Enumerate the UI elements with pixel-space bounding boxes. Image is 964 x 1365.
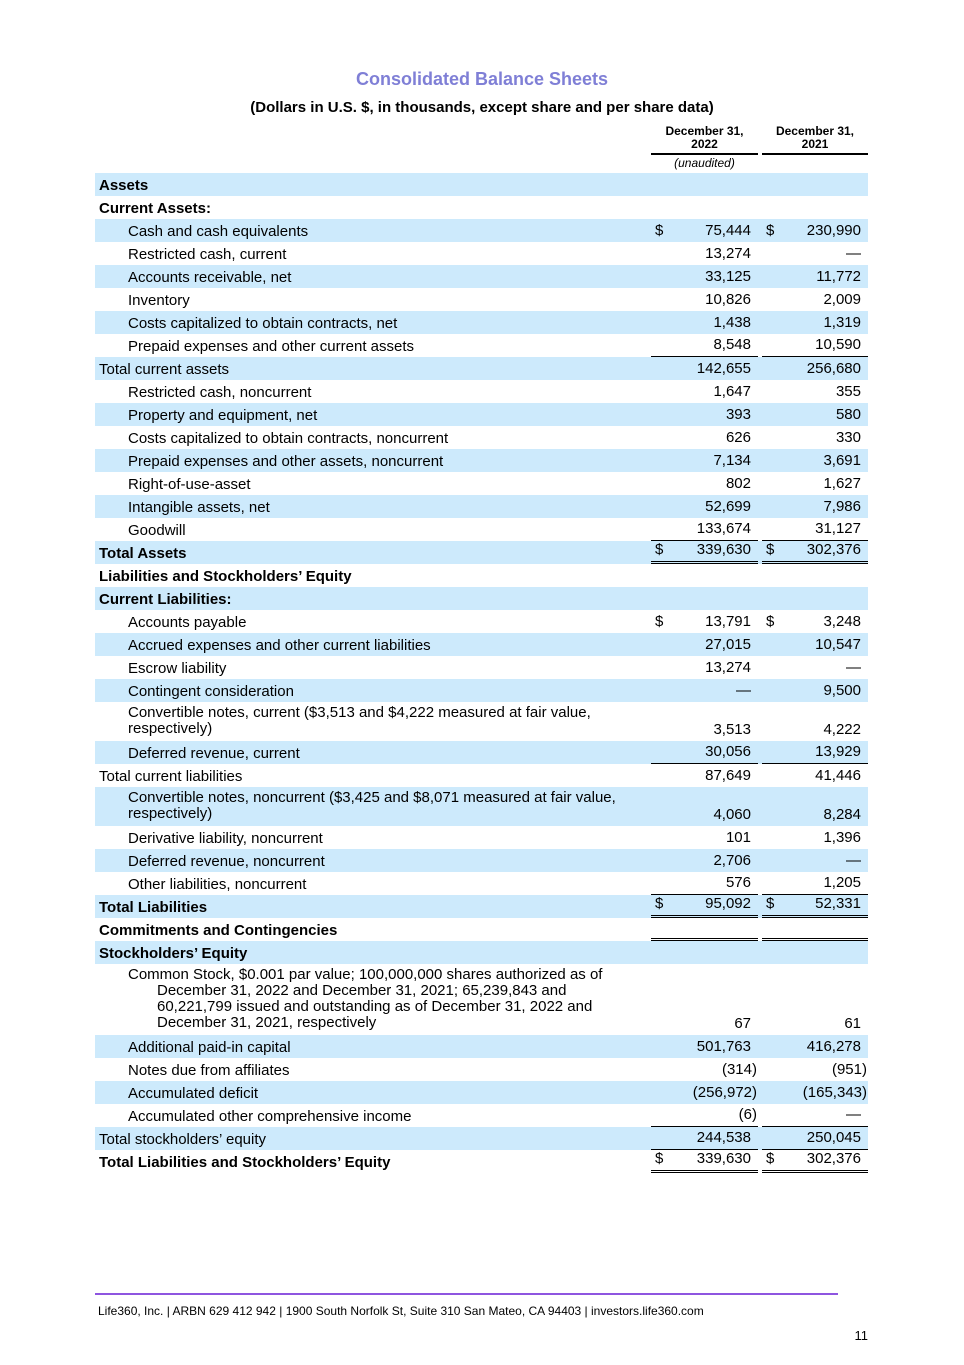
value-2021: 11,772 bbox=[816, 268, 861, 285]
value-2021: 7,986 bbox=[823, 498, 861, 515]
table-row bbox=[95, 242, 868, 265]
table-row bbox=[95, 787, 868, 826]
dollar-sign: $ bbox=[766, 895, 775, 912]
dollar-sign: $ bbox=[655, 1150, 664, 1167]
row-label: Prepaid expenses and other current assets bbox=[128, 338, 415, 355]
value-2021: (951) bbox=[831, 1061, 867, 1078]
value-2021: 1,396 bbox=[823, 829, 861, 846]
dollar-sign: $ bbox=[766, 222, 775, 239]
page-number: 11 bbox=[854, 1328, 868, 1343]
row-label: Current Assets: bbox=[99, 200, 211, 217]
table-row bbox=[95, 741, 868, 764]
value-2021: 355 bbox=[835, 383, 861, 400]
table-row bbox=[95, 918, 868, 941]
value-2021: — bbox=[846, 659, 861, 676]
table-row bbox=[95, 849, 868, 872]
value-2022: 8,548 bbox=[713, 336, 751, 353]
row-label: Costs capitalized to obtain contracts, net bbox=[128, 315, 398, 332]
value-2022: (314) bbox=[721, 1061, 757, 1078]
value-2022: 802 bbox=[725, 475, 751, 492]
page-title: Consolidated Balance Sheets bbox=[355, 69, 609, 89]
row-label: Costs capitalized to obtain contracts, noncurrent bbox=[128, 430, 449, 447]
table-row bbox=[95, 679, 868, 702]
row-label: Total stockholders’ equity bbox=[99, 1131, 267, 1148]
value-2022: 1,647 bbox=[713, 383, 751, 400]
table-row bbox=[95, 311, 868, 334]
row-label: Stockholders’ Equity bbox=[99, 945, 248, 962]
value-2021: 302,376 bbox=[806, 1150, 861, 1167]
balance-sheet-table bbox=[95, 173, 868, 1173]
dollar-sign: $ bbox=[655, 222, 664, 239]
row-label: Right-of-use-asset bbox=[128, 476, 251, 493]
value-2022: 133,674 bbox=[696, 520, 751, 537]
row-label: Total Liabilities and Stockholders’ Equity bbox=[99, 1154, 391, 1171]
table-row bbox=[95, 702, 868, 741]
table-row bbox=[95, 872, 868, 895]
value-2021: 1,627 bbox=[823, 475, 861, 492]
value-2022: 501,763 bbox=[696, 1038, 751, 1055]
table-row bbox=[95, 1081, 868, 1104]
value-2021: 41,446 bbox=[815, 767, 861, 784]
value-2021: — bbox=[846, 852, 861, 869]
value-2022: 576 bbox=[725, 874, 751, 891]
value-2022: 87,649 bbox=[705, 767, 751, 784]
value-2021: (165,343) bbox=[802, 1084, 867, 1101]
table-row bbox=[95, 633, 868, 656]
table-row bbox=[95, 964, 868, 1035]
table-row bbox=[95, 288, 868, 311]
table-row bbox=[95, 518, 868, 541]
row-label: Accumulated deficit bbox=[128, 1085, 259, 1102]
row-label: Convertible notes, current ($3,513 and $4,222 measured at fair value, respectively) bbox=[128, 704, 591, 737]
value-2022: 339,630 bbox=[696, 541, 751, 558]
value-2021: 580 bbox=[835, 406, 861, 423]
value-2021: 416,278 bbox=[806, 1038, 861, 1055]
row-label: Other liabilities, noncurrent bbox=[128, 876, 307, 893]
footer-divider bbox=[95, 1293, 838, 1295]
table-row bbox=[95, 173, 868, 196]
value-2022: 1,438 bbox=[713, 314, 751, 331]
table-row bbox=[95, 941, 868, 964]
row-label: Total current liabilities bbox=[99, 768, 243, 785]
value-2022: 10,826 bbox=[705, 291, 751, 308]
value-2021: 10,547 bbox=[815, 636, 861, 653]
value-2021: 10,590 bbox=[815, 336, 861, 353]
row-label: Accumulated other comprehensive income bbox=[128, 1108, 412, 1125]
value-2021: 250,045 bbox=[806, 1129, 861, 1146]
value-2022: 33,125 bbox=[705, 268, 751, 285]
value-2021: 8,284 bbox=[823, 806, 861, 823]
row-label: Deferred revenue, noncurrent bbox=[128, 853, 325, 870]
table-row bbox=[95, 334, 868, 357]
table-row bbox=[95, 826, 868, 849]
row-label: Escrow liability bbox=[128, 660, 227, 677]
unaudited-note: (unaudited) bbox=[674, 156, 735, 170]
value-2022: 30,056 bbox=[705, 743, 751, 760]
value-2022: (6) bbox=[738, 1106, 757, 1123]
value-2021: 330 bbox=[835, 429, 861, 446]
value-2022: 101 bbox=[725, 829, 751, 846]
row-label: Goodwill bbox=[128, 522, 186, 539]
row-label: Convertible notes, noncurrent ($3,425 and $8,071 measured at fair value, respectively) bbox=[128, 789, 616, 822]
row-label: Restricted cash, current bbox=[128, 246, 287, 263]
row-label: Derivative liability, noncurrent bbox=[128, 830, 323, 847]
row-label: Accounts receivable, net bbox=[128, 269, 292, 286]
table-row bbox=[95, 196, 868, 219]
table-row bbox=[95, 1104, 868, 1127]
dollar-sign: $ bbox=[655, 895, 664, 912]
table-row bbox=[95, 895, 868, 918]
row-label: Contingent consideration bbox=[128, 683, 294, 700]
page-subtitle: (Dollars in U.S. $, in thousands, except share and per share data) bbox=[250, 99, 714, 116]
table-row bbox=[95, 764, 868, 787]
value-2021: 3,691 bbox=[823, 452, 861, 469]
row-label: Total current assets bbox=[99, 361, 230, 378]
table-row bbox=[95, 541, 868, 564]
value-2021: 9,500 bbox=[823, 682, 861, 699]
row-label: Prepaid expenses and other assets, noncurrent bbox=[128, 453, 444, 470]
table-row bbox=[95, 1058, 868, 1081]
value-2022: 67 bbox=[734, 1015, 751, 1032]
value-2022: 626 bbox=[725, 429, 751, 446]
row-label: Common Stock, $0.001 par value; 100,000,000 shares authorized as of December 31, 2022 and December 31, 2021; 65,239,843 and 60,221,799 issued and outstanding as of December 31, 2022 and December 31, 2021, respectively bbox=[128, 966, 603, 1031]
footer-text: Life360, Inc. | ARBN 629 412 942 | 1900 South Norfolk St, Suite 310 San Mateo, CA 94403 | investors.life360.com bbox=[98, 1304, 704, 1318]
value-2021: 13,929 bbox=[815, 743, 861, 760]
value-2022: 4,060 bbox=[713, 806, 751, 823]
value-2022: 142,655 bbox=[696, 360, 751, 377]
dollar-sign: $ bbox=[766, 1150, 775, 1167]
table-row bbox=[95, 426, 868, 449]
row-label: Restricted cash, noncurrent bbox=[128, 384, 312, 401]
row-label: Assets bbox=[99, 177, 149, 194]
table-row bbox=[95, 357, 868, 380]
value-2022: 13,274 bbox=[705, 659, 751, 676]
value-2022: — bbox=[736, 682, 751, 699]
value-2021: — bbox=[846, 1106, 861, 1123]
value-2022: 13,791 bbox=[705, 613, 751, 630]
dollar-sign: $ bbox=[655, 613, 664, 630]
row-label: Accrued expenses and other current liabilities bbox=[128, 637, 431, 654]
value-2022: 393 bbox=[725, 406, 751, 423]
value-2021: — bbox=[846, 245, 861, 262]
table-row bbox=[95, 1035, 868, 1058]
value-2021: 1,319 bbox=[823, 314, 861, 331]
row-label: Current Liabilities: bbox=[99, 591, 232, 608]
value-2022: 3,513 bbox=[713, 721, 751, 738]
value-2021: 3,248 bbox=[823, 613, 861, 630]
value-2022: 27,015 bbox=[705, 636, 751, 653]
row-label: Accounts payable bbox=[128, 614, 247, 631]
row-label: Intangible assets, net bbox=[128, 499, 270, 516]
value-2022: 13,274 bbox=[705, 245, 751, 262]
table-row bbox=[95, 380, 868, 403]
table-row bbox=[95, 472, 868, 495]
value-2021: 4,222 bbox=[823, 721, 861, 738]
value-2022: 2,706 bbox=[713, 852, 751, 869]
row-label: Total Liabilities bbox=[99, 899, 208, 916]
dollar-sign: $ bbox=[766, 613, 775, 630]
table-row bbox=[95, 219, 868, 242]
row-label: Liabilities and Stockholders’ Equity bbox=[99, 568, 352, 585]
column-header-2021: December 31, 2021 bbox=[762, 125, 868, 155]
row-label: Inventory bbox=[128, 292, 190, 309]
table-row bbox=[95, 656, 868, 679]
value-2022: 244,538 bbox=[696, 1129, 751, 1146]
row-label: Deferred revenue, current bbox=[128, 745, 300, 762]
table-row bbox=[95, 495, 868, 518]
value-2022: 339,630 bbox=[696, 1150, 751, 1167]
value-2021: 256,680 bbox=[806, 360, 861, 377]
table-row bbox=[95, 610, 868, 633]
value-2021: 2,009 bbox=[823, 291, 861, 308]
value-2021: 230,990 bbox=[806, 222, 861, 239]
row-label: Total Assets bbox=[99, 545, 187, 562]
table-row bbox=[95, 449, 868, 472]
table-row bbox=[95, 403, 868, 426]
value-2022: 75,444 bbox=[705, 222, 751, 239]
table-row bbox=[95, 265, 868, 288]
table-row bbox=[95, 1127, 868, 1150]
table-row bbox=[95, 564, 868, 587]
table-row bbox=[95, 587, 868, 610]
value-2021: 52,331 bbox=[815, 895, 861, 912]
value-2021: 31,127 bbox=[815, 520, 861, 537]
row-label: Notes due from affiliates bbox=[128, 1062, 290, 1079]
value-2021: 61 bbox=[844, 1015, 861, 1032]
dollar-sign: $ bbox=[655, 541, 664, 558]
column-header-2022: December 31, 2022 bbox=[651, 125, 758, 155]
table-row bbox=[95, 1150, 868, 1173]
row-label: Additional paid-in capital bbox=[128, 1039, 291, 1056]
value-2021: 1,205 bbox=[823, 874, 861, 891]
row-label: Property and equipment, net bbox=[128, 407, 318, 424]
value-2022: (256,972) bbox=[692, 1084, 757, 1101]
value-2022: 95,092 bbox=[705, 895, 751, 912]
row-label: Commitments and Contingencies bbox=[99, 922, 338, 939]
row-label: Cash and cash equivalents bbox=[128, 223, 309, 240]
dollar-sign: $ bbox=[766, 541, 775, 558]
value-2022: 7,134 bbox=[713, 452, 751, 469]
value-2021: 302,376 bbox=[806, 541, 861, 558]
value-2022: 52,699 bbox=[705, 498, 751, 515]
